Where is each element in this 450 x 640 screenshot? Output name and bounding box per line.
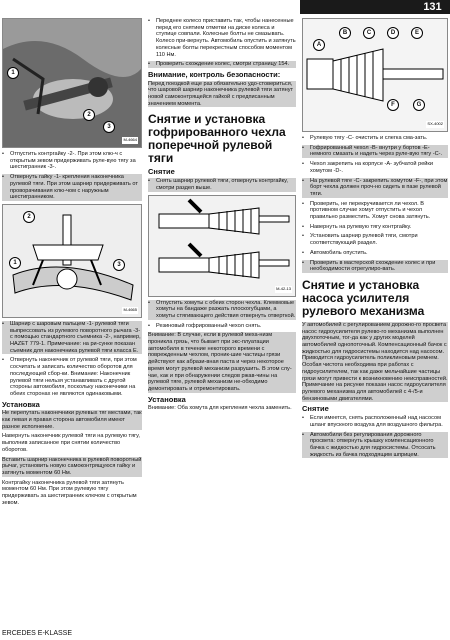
note: Внимание: В случае, если в рулевой меха-низм проникла грязь, что бывает при экс-плуатации автомобиля в течение некоторого времени с поврежденным чехлом, проник-шие частицы грязи действуют как абрази-вная паста и через некоторое время могут рулевой механизм разрушить. В этом слу-чае, как и при обнаружении следов ржав-чины на рулевой тяге, рулевой механизм не-обходимо демонтировать и отремонтировать. xyxy=(148,332,296,392)
callout-3: 3 xyxy=(103,121,115,133)
list-item: • Автомобиль опустить. xyxy=(302,249,368,256)
list-item: • Проверить схождение колес, смотри страницу 154. xyxy=(148,61,296,68)
callout-c: C xyxy=(363,27,375,39)
paragraph: Контргайку наконечника рулевой тяги затянуть моментом 60 Нм. При этом рулевую тягу придерживать за шестигранник ключом с открытым зевом. xyxy=(2,479,137,506)
section-title: Снятие и установка гофрированного чехла поперечной рулевой тяги xyxy=(148,112,286,166)
list-item: • Проверить, не перекручивается ли чехол. В противном случае хомут отпустить и чехол правильно разместить. Хомут снова затянуть. xyxy=(302,200,431,221)
list-item: • Навернуть на рулевую тягу контргайку. xyxy=(302,223,412,230)
list-item: • Снять шарнир рулевой тяги, отвернуть контргайку, смотри раздел выше. xyxy=(148,178,296,191)
paragraph: Перед поездкой еще раз обязательно удо-стовериться, что шаровой шарнир наконечника рулевой тяги затянут новой самоконтрящейся гайкой с предписанным значением момента. xyxy=(148,81,296,108)
callout-b: B xyxy=(339,27,351,39)
callout-f: F xyxy=(387,99,399,111)
section-heading: Установка xyxy=(148,394,186,404)
list-item: • Проверить в мастерской схождение колес и при необходимости отрегулиро-вать. xyxy=(302,260,448,273)
figure-tag: M-42-13 xyxy=(276,285,291,291)
section-heading: Установка xyxy=(2,399,40,409)
callout-g: G xyxy=(413,99,425,111)
list-item: • Отвернуть наконечник от рулевой тяги, при этом сосчитать и записать количество оборотов для последующей сбор-ки. Внимание: Наконечник рулевой тяги нельзя устанавливать с другой стороны автомобиля, поскольку наконечники на обеих сторонах не являются одинаковыми. xyxy=(2,357,137,397)
paragraph: Не перепутать наконечники рулевых тяг местами, так как левая и правая сторона автомобиля имеют разное исполнение. xyxy=(2,410,142,430)
list-item: • Если имеется, снять расположенный над насосом шланг впускного воздуха для воздушного фильтра. xyxy=(302,415,443,428)
callout-e: E xyxy=(411,27,423,39)
section-heading: Снятие xyxy=(302,404,329,414)
paragraph: Внимание: Оба хомута для крепления чехла заменить. xyxy=(148,405,292,412)
callout-1: 1 xyxy=(9,257,21,269)
list-item: • Чехол закрепить на корпусе -А- зубчатой рейки хомутом -D-. xyxy=(302,161,433,174)
list-item: • Гофрированный чехол -В- внутри у бортов -Е- немного смазать и надеть через руле-вую тягу -С-. xyxy=(302,145,448,158)
figure-rack-boot xyxy=(302,18,448,132)
figure-tie-rod-nut xyxy=(2,18,142,148)
list-item: • Шарнир с шаровым пальцем -1- рулевой тяги выпрессовать из рулевого поворотного рычага -3- с помощью стандартного съемника -2-, например, HAZET 779-1. Примечание: на ри-сунке показан съемник для наконечника рулевой тяги класса E. xyxy=(2,320,141,354)
list-item: • Отпустить контргайку -2-. При этом клю-ч с открытым зевом придерживать руле-вую тягу за шестигранник -3-. xyxy=(2,151,136,171)
safety-heading: Внимание, контроль безопасности: xyxy=(148,69,281,79)
paragraph: У автомобилей с регулированием дорожно-го просвета насос гидроусилителя рулево-го механизма выполнен двухпоточным, тог-да как у других моделей автомобилей однопоточный. Компенсационный бачок с жидкостью для гидросистемы находится над насосом. Приводится гидроусилитель поликлиновым ремнем. Особая чистота необходима при работах с гидроусилителем, так как даже мельчайшие частицы грязи могут привести к возникновению неисправностей. Примечание на рисунке показан насос гидроусилителя рулевого механизма для автомобилей с 4-/5-и бензиновыми двигателями. xyxy=(302,321,448,402)
section-title: Снятие и установка насоса усилителя рулевого механизма xyxy=(302,277,425,318)
boot-drawing xyxy=(149,196,295,296)
callout-2: 2 xyxy=(83,109,95,121)
callout-3: 3 xyxy=(113,259,125,271)
list-item: • Установить шарнир рулевой тяги, смотри соответствующий раздел. xyxy=(302,233,418,247)
callout-2: 2 xyxy=(23,211,35,223)
page-footer: ERCEDES E-KLASSE xyxy=(2,630,73,637)
figure-tag: M-4665 xyxy=(123,307,137,313)
page-number: 131 xyxy=(423,1,442,13)
column-3 xyxy=(302,18,448,461)
column-1 xyxy=(2,18,142,510)
list-item: • Резиновый гофрированный чехол снять. xyxy=(148,322,262,329)
figure-tag: M-4664 xyxy=(123,137,137,143)
tie-rod-photo xyxy=(3,19,141,147)
list-item: • Рулевую тягу -С- очистить и слегка сма-зать. xyxy=(302,135,428,141)
list-item: • На рулевой тяге -С- закрепить хомутом -F-, при этом борт чехла должен проч-но сидеть в пазе рулевой тяги. xyxy=(302,177,448,197)
column-2 xyxy=(148,18,296,415)
callout-1: 1 xyxy=(7,67,19,79)
figure-tag: SX-4002 xyxy=(427,121,443,127)
list-item: • Переднее колесо приставить так, чтобы нанесенные перед его снятием отметки на диске колеса и ступице совпали. Колесные болты не смазывать. Колесо при-вернуть. Автомобиль опустить и затянуть колесные болты перекрестным способом моментом 110 Нм. xyxy=(148,18,296,58)
section-heading: Снятие xyxy=(148,167,175,177)
list-item: • Автомобили без регулирования дорожного просвета: отвернуть крышку компенсационного бачка с жидкостью для гидросистемы. Отсосать жидкость из бачка подходящим шприцем. xyxy=(302,432,448,459)
list-item: • Отпустить хомуты с обеих сторон чехла. Клеммовые хомуты на бандаже разжать плоскогубцами, а хомуты стягивающего действия отвернуть отверткой. xyxy=(148,299,296,319)
paragraph: Навернуть наконечник рулевой тяги на рулевую тягу, выполнив записанное при снятии количество оборотов. xyxy=(2,433,140,453)
figure-puller xyxy=(2,204,142,318)
list-item: • Отвернуть гайку -1- крепления наконечника рулевой тяги. При этом шарнир придерживать от проворачивания клю-чом с наружным шестигранником. xyxy=(2,174,142,201)
paragraph: Вставить шарнир наконечника в рулевой поворотный рычаг, установить новую самоконтрящуюся гайку и затянуть моментом 60 Нм. xyxy=(2,456,142,476)
figure-boot xyxy=(148,195,296,297)
callout-d: D xyxy=(387,27,399,39)
rack-drawing xyxy=(303,19,447,131)
callout-a: A xyxy=(313,39,325,51)
